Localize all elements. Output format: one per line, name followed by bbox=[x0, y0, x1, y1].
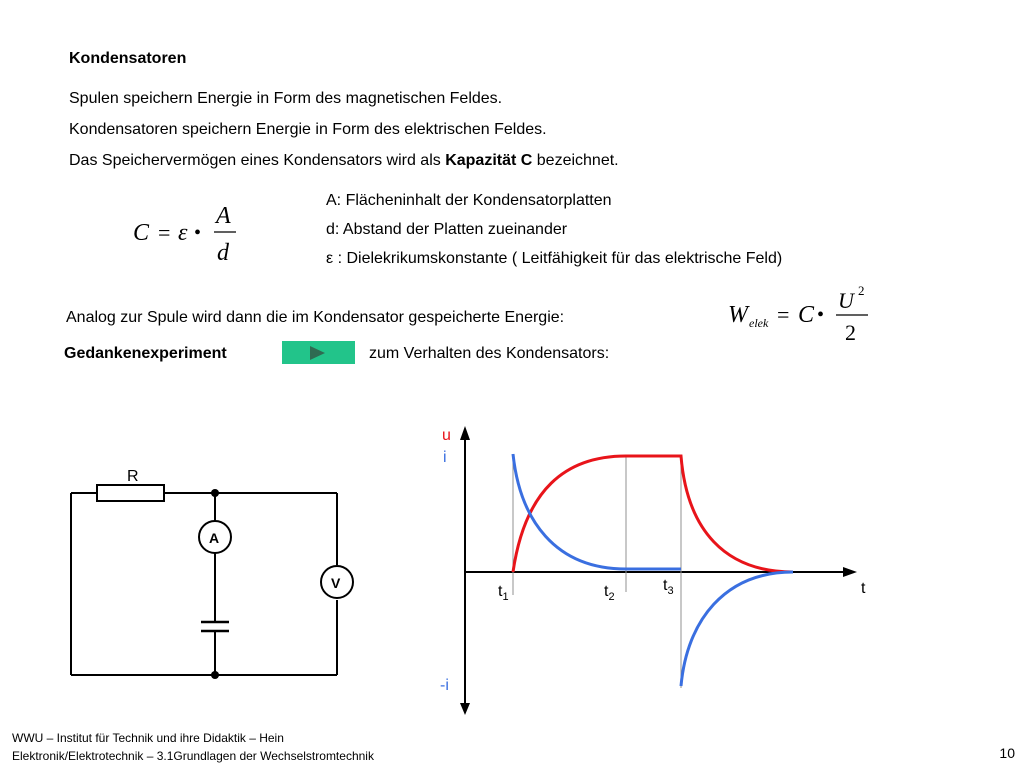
text-verhalten: zum Verhalten des Kondensators: bbox=[369, 345, 610, 362]
current-curve-charge bbox=[513, 454, 681, 569]
footer-line-2: Elektronik/Elektrotechnik – 3.1Grundlagen der Wechselstromtechnik bbox=[12, 749, 374, 763]
graph-neg-i-label: -i bbox=[440, 677, 449, 694]
voltage-curve bbox=[513, 456, 793, 572]
formula-capacity-dot: • bbox=[194, 222, 202, 244]
play-button[interactable] bbox=[282, 341, 355, 364]
formula-capacity-eps: ε bbox=[178, 220, 188, 246]
label-t3-main: t bbox=[663, 577, 668, 594]
label-t3 bbox=[663, 577, 674, 597]
play-icon bbox=[310, 346, 325, 360]
label-t1-sub: 1 bbox=[502, 591, 509, 603]
formula-energy-w: W bbox=[728, 302, 748, 328]
text-speichervermoegen-post: bezeichnet. bbox=[532, 152, 619, 169]
label-t2 bbox=[604, 583, 615, 603]
voltmeter-label: V bbox=[331, 575, 341, 591]
legend-eps: ε : Dielekrikumskonstante ( Leitfähigkeit für das elektrische Feld) bbox=[326, 250, 783, 267]
slide-title: Kondensatoren bbox=[69, 50, 187, 67]
graph-y-arrow-top bbox=[460, 426, 470, 440]
text-speichervermoegen-pre: Das Speichervermögen eines Kondensators wird als bbox=[69, 152, 446, 169]
current-curve-discharge bbox=[681, 572, 793, 686]
formula-capacity bbox=[120, 195, 250, 270]
formula-energy bbox=[725, 282, 875, 344]
label-t2-main: t bbox=[604, 583, 609, 600]
label-t1 bbox=[498, 583, 509, 603]
resistor-label: R bbox=[127, 468, 139, 485]
formula-energy-dot: • bbox=[817, 304, 825, 326]
graph-u-label: u bbox=[442, 427, 451, 444]
text-kapazitaet: Kapazität C bbox=[445, 152, 533, 169]
junction-top bbox=[211, 489, 219, 497]
resistor bbox=[97, 485, 164, 501]
formula-capacity-eq: = bbox=[158, 220, 171, 245]
formula-energy-den: 2 bbox=[845, 320, 856, 344]
graph bbox=[425, 420, 885, 715]
legend-a: A: Flächeninhalt der Kondensatorplatten bbox=[326, 192, 612, 209]
graph-i-label: i bbox=[443, 449, 447, 466]
graph-x-arrow bbox=[843, 567, 857, 577]
text-spulen: Spulen speichern Energie in Form des magnetischen Feldes. bbox=[69, 90, 503, 107]
text-speichervermoegen bbox=[69, 151, 619, 171]
junction-bottom bbox=[211, 671, 219, 679]
label-t3-sub: 3 bbox=[667, 585, 674, 597]
graph-y-arrow-bottom bbox=[460, 703, 470, 715]
formula-energy-c: C bbox=[798, 302, 815, 328]
ammeter-label: A bbox=[209, 530, 220, 546]
formula-capacity-num: A bbox=[216, 203, 231, 229]
page-number: 10 bbox=[999, 745, 1015, 761]
label-t2-sub: 2 bbox=[608, 591, 615, 603]
formula-energy-num: U bbox=[838, 288, 854, 313]
formula-capacity-lhs: C bbox=[133, 220, 150, 246]
legend-d: d: Abstand der Platten zueinander bbox=[326, 221, 568, 238]
graph-t-label: t bbox=[861, 580, 866, 597]
formula-energy-sub: elek bbox=[749, 316, 769, 330]
text-gedankenexperiment: Gedankenexperiment bbox=[64, 345, 227, 362]
footer-line-1: WWU – Institut für Technik und ihre Didaktik – Hein bbox=[12, 731, 284, 745]
formula-energy-eq: = bbox=[777, 302, 790, 327]
text-energy: Analog zur Spule wird dann die im Kondensator gespeicherte Energie: bbox=[66, 309, 565, 326]
label-t1-main: t bbox=[498, 583, 503, 600]
text-kondensatoren: Kondensatoren speichern Energie in Form des elektrischen Feldes. bbox=[69, 121, 547, 138]
formula-capacity-den: d bbox=[217, 240, 229, 266]
formula-energy-exp: 2 bbox=[858, 283, 865, 298]
circuit-diagram bbox=[0, 455, 380, 695]
